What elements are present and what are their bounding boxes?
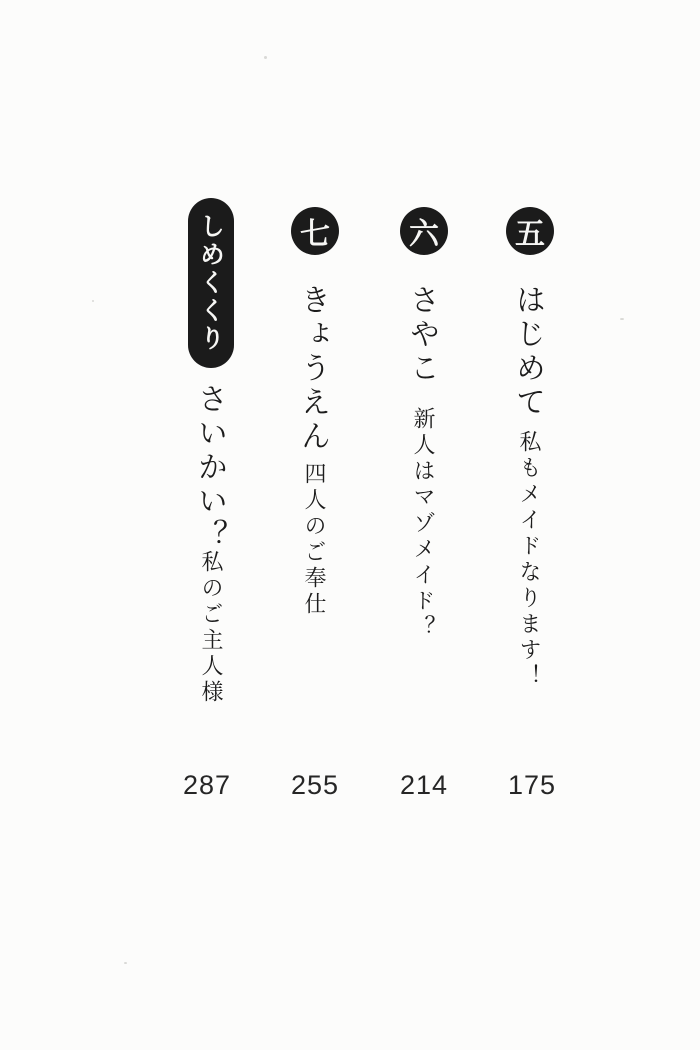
chapter-subtitle: 四人のご奉仕 xyxy=(301,462,326,618)
chapter-subtitle: 私のご主人様 xyxy=(198,550,223,706)
chapter-title: はじめて xyxy=(510,284,545,420)
chapter-page-number: 255 xyxy=(290,770,340,800)
chapter-title: きょうえん xyxy=(295,284,330,454)
paper-speck xyxy=(264,56,267,59)
paper-speck xyxy=(92,300,94,302)
chapter-number-badge xyxy=(400,207,448,255)
chapter-title: さいかい？ xyxy=(192,383,227,553)
paper-speck xyxy=(124,962,127,964)
chapter-page-number: 214 xyxy=(399,770,449,800)
chapter-number-label: 五 xyxy=(515,217,545,252)
chapter-title: さやこ xyxy=(404,284,439,386)
chapter-page-number: 175 xyxy=(507,770,557,800)
chapter-number-label: しめくくり xyxy=(196,213,226,353)
paper-speck xyxy=(620,318,624,320)
chapter-number-label: 七 xyxy=(300,217,330,252)
chapter-subtitle: 新人はマゾメイド？ xyxy=(410,407,435,641)
chapter-number-badge xyxy=(506,207,554,255)
chapter-page-number: 287 xyxy=(182,770,232,800)
chapter-number-badge xyxy=(291,207,339,255)
chapter-number-badge xyxy=(188,198,234,368)
chapter-number-label: 六 xyxy=(409,217,439,252)
chapter-subtitle: 私もメイドなります！ xyxy=(516,430,541,690)
